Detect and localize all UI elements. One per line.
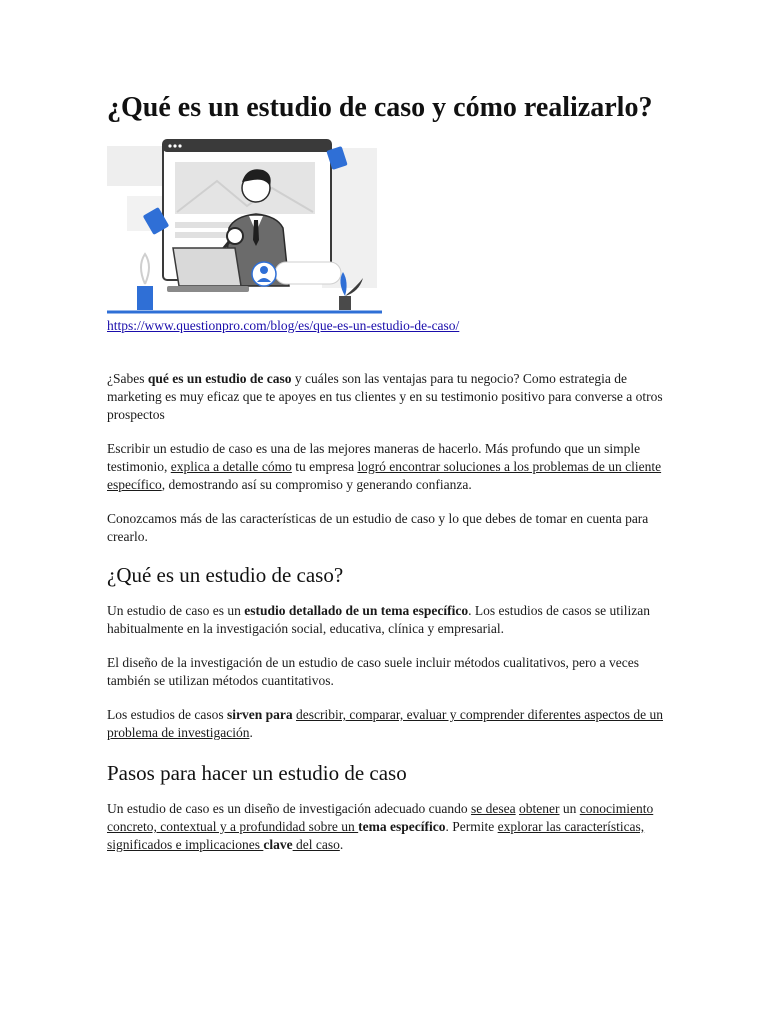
steps-paragraph: Un estudio de caso es un diseño de investigación adecuado cuando se desea obtener un conocimiento concreto, contextual y a profundidad sobre un tema específico. Permite explorar las características, significados e implicaciones clave del caso. [107, 801, 654, 852]
case-study-illustration [107, 136, 382, 314]
page-title: ¿Qué es un estudio de caso y cómo realizarlo? [107, 92, 653, 123]
intro-paragraph-2: Escribir un estudio de caso es una de las mejores maneras de hacerlo. Más profundo que un simple testimonio, explica a detalle cómo tu empresa logró encontrar soluciones a los problemas de un cliente específico, demostrando así su compromiso y generando confianza. [107, 441, 662, 492]
intro-paragraph-3: Conozcamos más de las características de un estudio de caso y lo que debes de tomar en cuenta para crearlo. [107, 511, 649, 544]
definition-paragraph: Un estudio de caso es un estudio detallado de un tema específico. Los estudios de casos se utilizan habitualmente en la investigación social, educativa, clínica y empresarial. [107, 603, 650, 636]
purpose-paragraph: Los estudios de casos sirven para describir, comparar, evaluar y comprender diferentes aspectos de un problema de investigación. [107, 707, 663, 740]
image-source-link[interactable]: https://www.questionpro.com/blog/es/que-es-un-estudio-de-caso/ [107, 318, 460, 333]
document-page [107, 90, 667, 854]
section-heading-que-es: ¿Qué es un estudio de caso? [107, 563, 344, 587]
section-heading-pasos: Pasos para hacer un estudio de caso [107, 761, 407, 785]
design-paragraph: El diseño de la investigación de un estudio de caso suele incluir métodos cualitativos, pero a veces también se utilizan métodos cuantitativos. [107, 655, 639, 688]
intro-paragraph-1: ¿Sabes qué es un estudio de caso y cuáles son las ventajas para tu negocio? Como estrategia de marketing es muy eficaz que te apoyes en tus clientes y en su testimonio positivo para converse a otros prospectos [107, 371, 663, 422]
